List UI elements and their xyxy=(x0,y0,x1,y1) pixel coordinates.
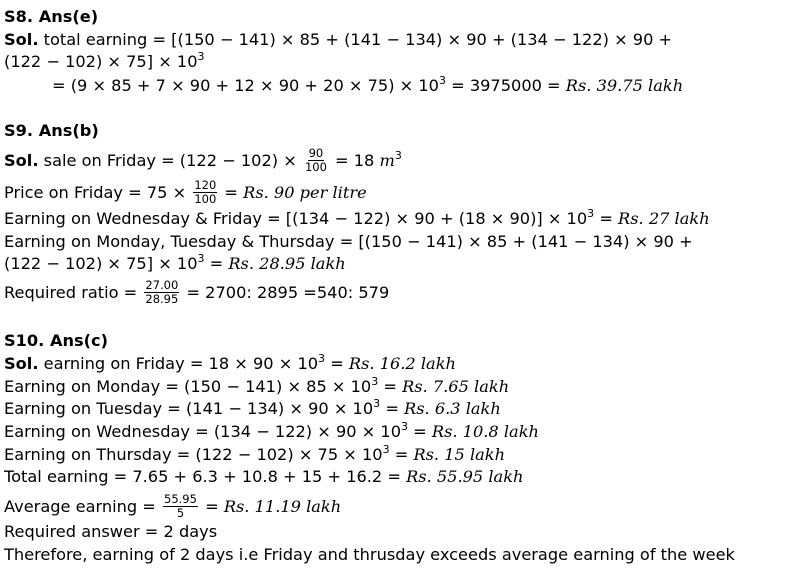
s8-sol-line-2 xyxy=(4,52,205,72)
s9-ratio-line xyxy=(4,280,389,307)
s8-line2-text: (122 − 102) × 75] × 10 xyxy=(4,52,198,71)
s9-ratio-denominator: 28.95 xyxy=(145,292,179,306)
s9-price-denominator: 100 xyxy=(194,192,217,206)
s10-tuesday-line xyxy=(4,399,501,419)
s10-friday-exponent: 3 xyxy=(318,352,326,365)
s8-line2-exponent: 3 xyxy=(197,50,205,63)
s10-total-line xyxy=(4,467,523,487)
s10-monday-value: Rs. 7.65 lakh xyxy=(402,377,510,396)
s9-mtt-line-1 xyxy=(4,232,693,252)
s9-sale-unit: m xyxy=(379,151,395,170)
s9-mtt-text: Earning on Monday, Tuesday & Thursday = [(150 − 141) × 85 + (141 − 134) × 90 + xyxy=(4,232,693,251)
s9-price-fraction xyxy=(193,179,217,206)
s10-monday-line xyxy=(4,377,509,397)
s9-ratio-fraction xyxy=(144,279,179,306)
s9-mtt2-text: (122 − 102) × 75] × 10 xyxy=(4,254,198,273)
s10-average-line xyxy=(4,494,341,521)
s9-price-text: Price on Friday = 75 × xyxy=(4,183,192,202)
s9-sale-numerator: 90 xyxy=(308,146,324,160)
s9-price-line xyxy=(4,180,367,207)
s10-required-answer: Required answer = 2 days xyxy=(4,522,218,541)
s10-friday-line xyxy=(4,354,456,374)
s9-price-equals: = xyxy=(219,183,244,202)
s9-ratio-text: Required ratio = xyxy=(4,283,143,302)
s10-average-equals: = xyxy=(199,497,224,516)
s8-line3-exponent: 3 xyxy=(438,74,446,87)
s8-sol-line-3 xyxy=(52,76,683,96)
s10-friday-equals: = xyxy=(325,354,349,373)
s9-wed-fri-line xyxy=(4,209,710,229)
s9-sale-denominator: 100 xyxy=(304,160,327,174)
s9-sol-label: Sol. xyxy=(4,151,39,170)
s10-thursday-exponent: 3 xyxy=(382,443,390,456)
s10-thursday-text: Earning on Thursday = (122 − 102) × 75 × 10 xyxy=(4,445,383,464)
s8-sol-line-1 xyxy=(4,30,672,50)
s8-total-earning-expr: total earning = [(150 − 141) × 85 + (141 − 134) × 90 + (134 − 122) × 90 + xyxy=(38,30,673,49)
s10-tuesday-text: Earning on Tuesday = (141 − 134) × 90 × 10 xyxy=(4,399,374,418)
s10-average-denominator: 5 xyxy=(176,506,185,520)
s9-sale-equals: = 18 xyxy=(329,151,380,170)
s8-line3-expr: = (9 × 85 + 7 × 90 + 12 × 90 + 20 × 75) × 10 xyxy=(52,76,439,95)
s10-wednesday-value: Rs. 10.8 lakh xyxy=(431,422,539,441)
s10-total-text: Total earning = 7.65 + 6.3 + 10.8 + 15 + 16.2 = xyxy=(4,467,407,486)
s10-wednesday-text: Earning on Wednesday = (134 − 122) × 90 × 10 xyxy=(4,422,402,441)
s8-answer-value: Rs. 39.75 lakh xyxy=(565,76,684,95)
s9-wed-fri-exponent: 3 xyxy=(587,207,595,220)
s10-monday-equals: = xyxy=(378,377,403,396)
s9-sale-exponent: 3 xyxy=(394,149,402,162)
s10-conclusion: Therefore, earning of 2 days i.e Friday and thrusday exceeds average earning of the week xyxy=(4,545,735,564)
s9-wed-fri-text: Earning on Wednesday & Friday = [(134 − 122) × 90 + (18 × 90)] × 10 xyxy=(4,209,588,228)
s9-mtt2-value: Rs. 28.95 lakh xyxy=(228,254,346,273)
s10-average-text: Average earning = xyxy=(4,497,162,516)
s10-thursday-line xyxy=(4,445,505,465)
s9-ratio-numerator: 27.00 xyxy=(145,278,179,292)
s10-wednesday-equals: = xyxy=(408,422,432,441)
s10-wednesday-line xyxy=(4,422,539,442)
s10-average-value: Rs. 11.19 lakh xyxy=(223,497,342,516)
s9-price-value: Rs. 90 per litre xyxy=(243,183,367,202)
s10-friday-value: Rs. 16.2 lakh xyxy=(348,354,456,373)
s8-sol-label: Sol. xyxy=(4,30,39,49)
s9-heading: S9. Ans(b) xyxy=(4,121,99,140)
s10-wednesday-exponent: 3 xyxy=(401,420,409,433)
s10-thursday-equals: = xyxy=(389,445,414,464)
s10-heading: S10. Ans(c) xyxy=(4,331,109,350)
s10-tuesday-equals: = xyxy=(380,399,405,418)
s10-friday-text: earning on Friday = 18 × 90 × 10 xyxy=(38,354,319,373)
s9-wed-fri-equals: = xyxy=(594,209,619,228)
s8-line3-result: = 3975000 = xyxy=(445,76,566,95)
s9-sale-text: sale on Friday = (122 − 102) × xyxy=(38,151,302,170)
s9-mtt-line-2 xyxy=(4,254,346,274)
s10-sol-label: Sol. xyxy=(4,354,39,373)
s10-average-numerator: 55.95 xyxy=(164,492,197,506)
s10-average-fraction xyxy=(163,493,198,520)
s8-heading: S8. Ans(e) xyxy=(4,7,99,26)
s10-tuesday-exponent: 3 xyxy=(373,397,381,410)
s9-mtt2-equals: = xyxy=(204,254,229,273)
s10-thursday-value: Rs. 15 lakh xyxy=(413,445,506,464)
s9-sale-fraction xyxy=(304,147,328,174)
s9-price-numerator: 120 xyxy=(194,178,217,192)
s9-ratio-result: = 2700: 2895 =540: 579 xyxy=(181,283,390,302)
s9-wed-fri-value: Rs. 27 lakh xyxy=(618,209,710,228)
s9-mtt2-exponent: 3 xyxy=(197,252,205,265)
s10-total-value: Rs. 55.95 lakh xyxy=(406,467,524,486)
s10-monday-exponent: 3 xyxy=(371,375,379,388)
s10-tuesday-value: Rs. 6.3 lakh xyxy=(404,399,501,418)
s10-monday-text: Earning on Monday = (150 − 141) × 85 × 10 xyxy=(4,377,372,396)
s9-sale-line xyxy=(4,148,402,175)
